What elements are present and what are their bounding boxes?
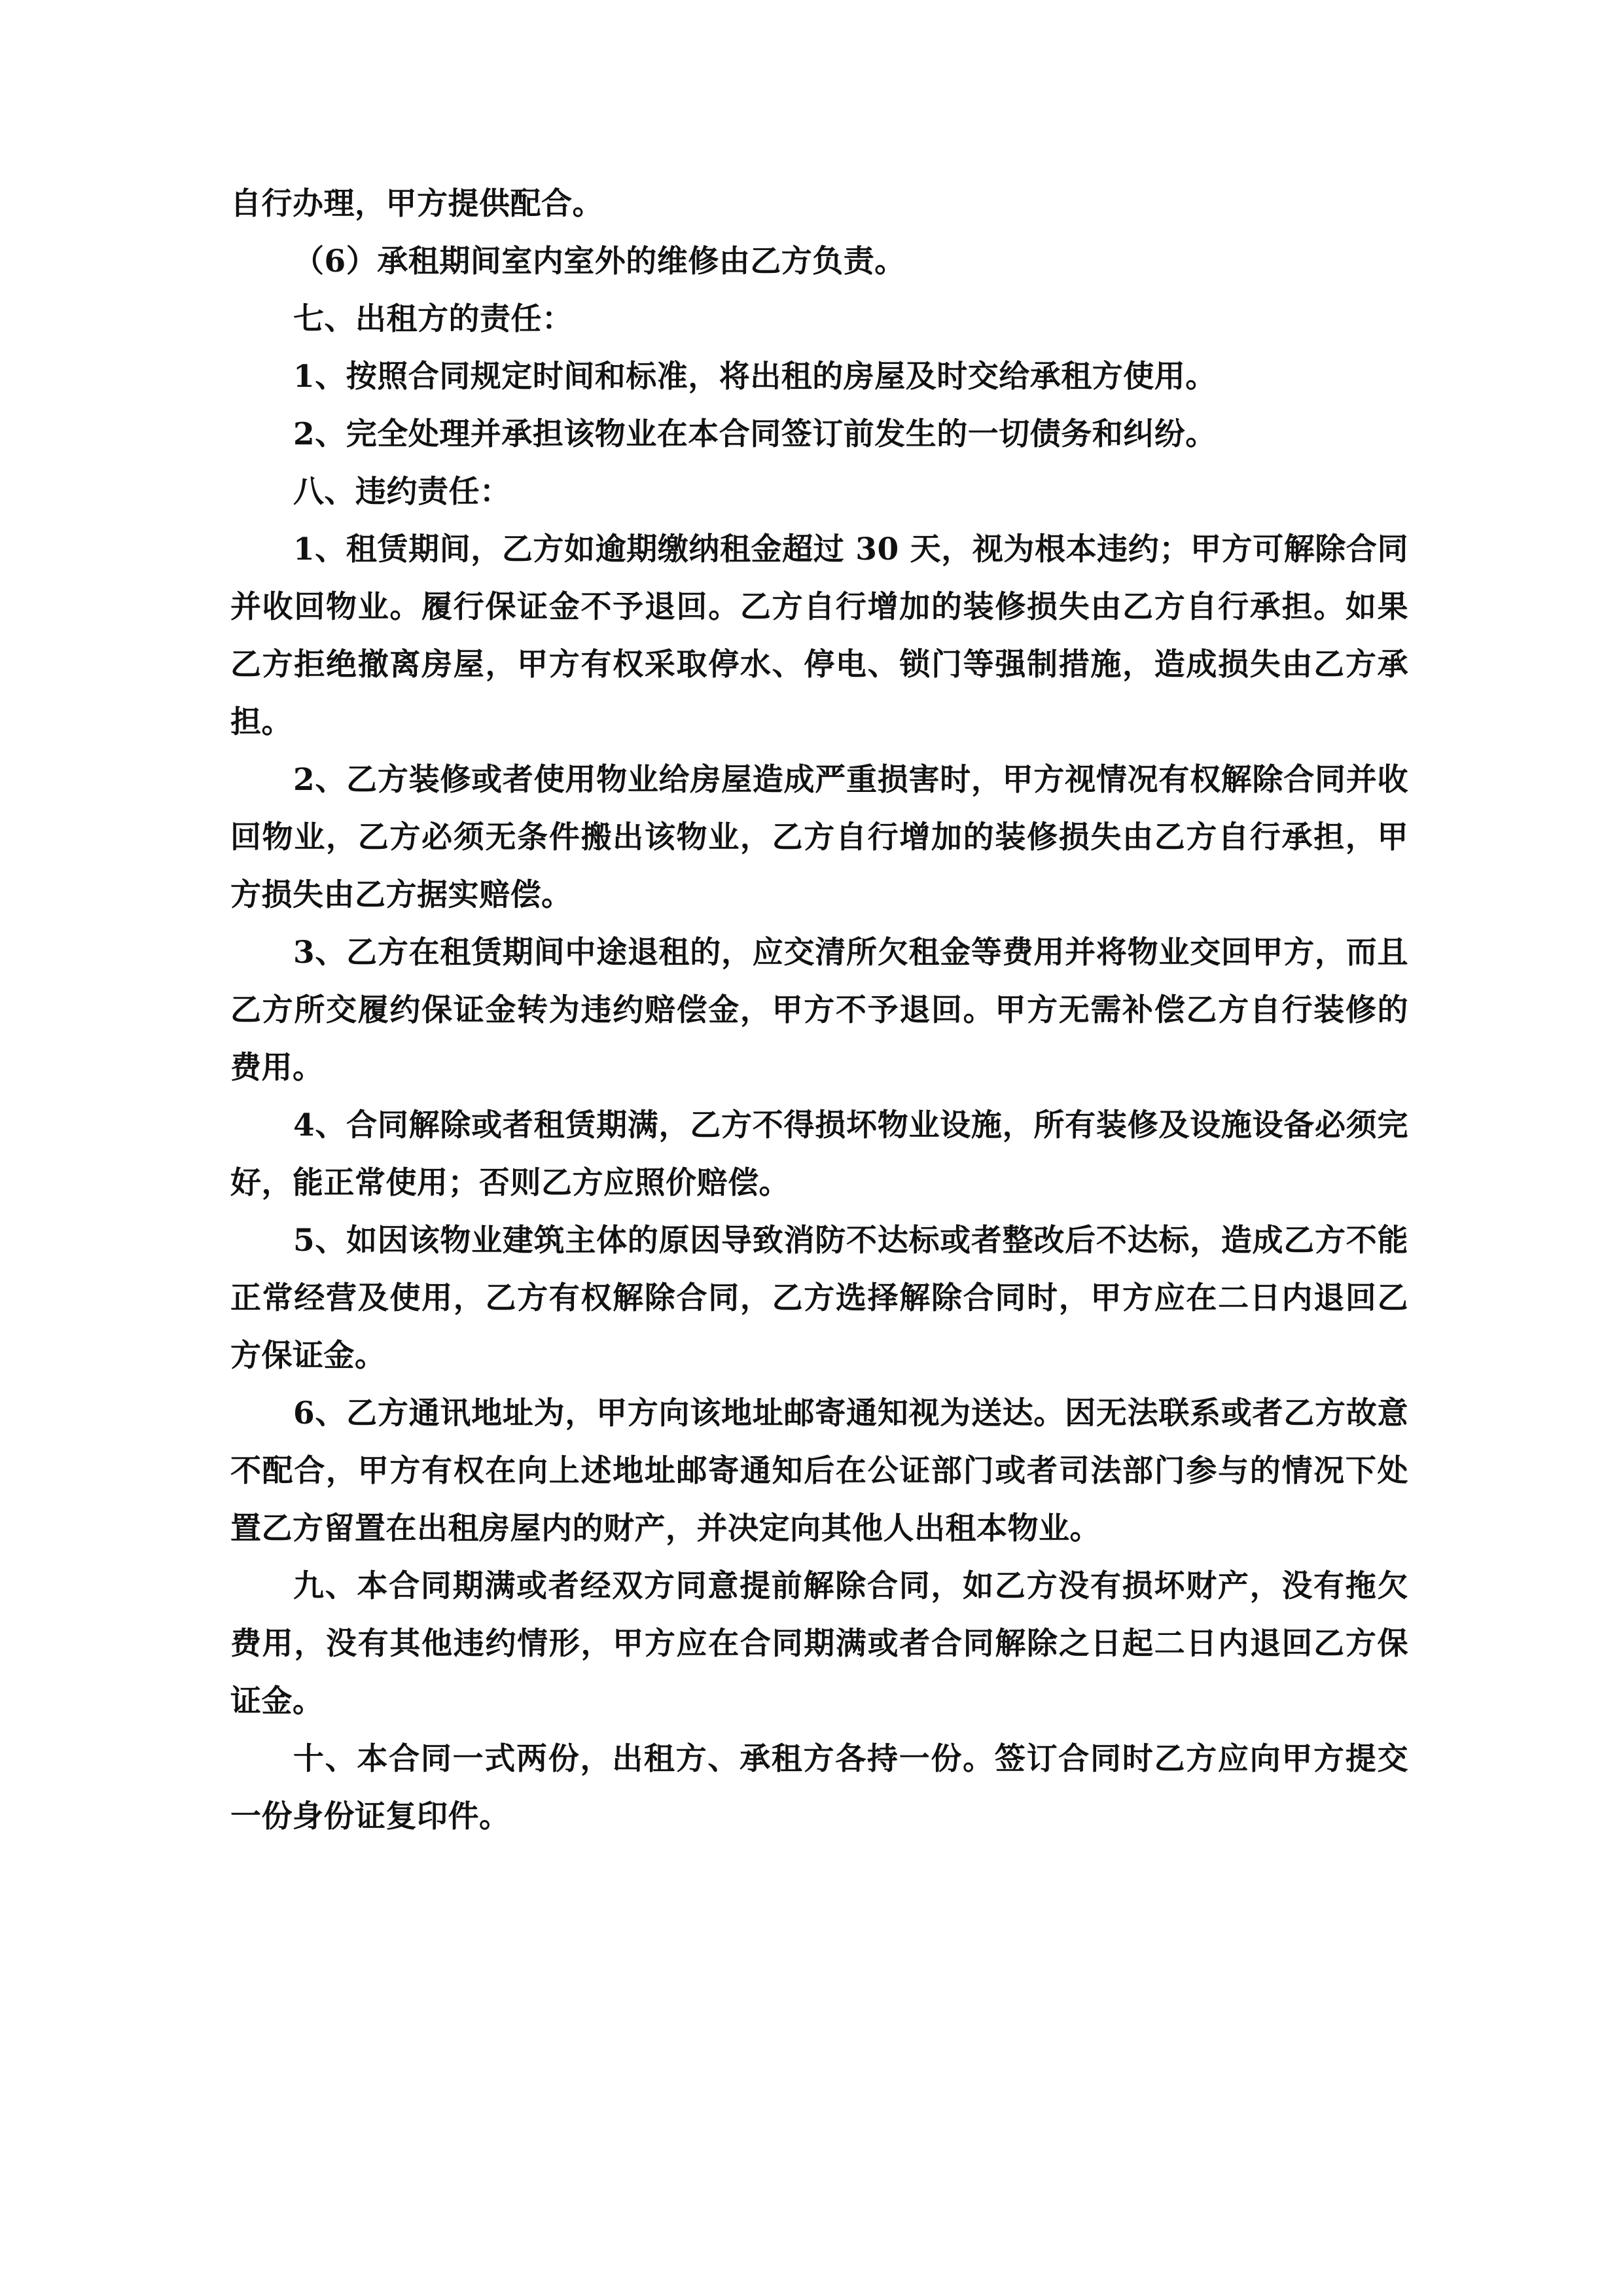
document-paragraph: 十、本合同一式两份，出租方、承租方各持一份。签订合同时乙方应向甲方提交一份身份证复印件。 (230, 1741, 1408, 1835)
document-paragraph: 1、租赁期间，乙方如逾期缴纳租金超过 30 天，视为根本违约；甲方可解除合同并收回物业。履行保证金不予退回。乙方自行增加的装修损失由乙方自行承担。如果乙方拒绝撤离房屋，甲方有权采取停水、停电、锁门等强制措施，造成损失由乙方承担。 (230, 531, 1408, 740)
document-paragraph: 5、如因该物业建筑主体的原因导致消防不达标或者整改后不达标，造成乙方不能正常经营及使用，乙方有权解除合同，乙方选择解除合同时，甲方应在二日内退回乙方保证金。 (230, 1223, 1408, 1374)
document-paragraph: 自行办理，甲方提供配合。 (230, 186, 603, 222)
document-paragraph: 6、乙方通讯地址为，甲方向该地址邮寄通知视为送达。因无法联系或者乙方故意不配合，甲方有权在向上述地址邮寄通知后在公证部门或者司法部门参与的情况下处置乙方留置在出租房屋内的财产，并决定向其他人出租本物业。 (230, 1395, 1408, 1547)
document-paragraph: 八、违约责任： (293, 474, 511, 510)
document-paragraph: 2、乙方装修或者使用物业给房屋造成严重损害时，甲方视情况有权解除合同并收回物业，乙方必须无条件搬出该物业，乙方自行增加的装修损失由乙方自行承担，甲方损失由乙方据实赔偿。 (230, 762, 1408, 913)
document-body (230, 175, 1408, 1846)
document-paragraph: 九、本合同期满或者经双方同意提前解除合同，如乙方没有损坏财产，没有拖欠费用，没有其他违约情形，甲方应在合同期满或者合同解除之日起二日内退回乙方保证金。 (230, 1568, 1408, 1719)
document-paragraph: 1、按照合同规定时间和标准，将出租的房屋及时交给承租方使用。 (293, 359, 1217, 395)
document-paragraph: 2、完全处理并承担该物业在本合同签订前发生的一切债务和纠纷。 (293, 416, 1217, 452)
document-paragraph: 4、合同解除或者租赁期满，乙方不得损坏物业设施，所有装修及设施设备必须完好，能正常使用；否则乙方应照价赔偿。 (230, 1107, 1408, 1201)
document-paragraph: 七、出租方的责任： (293, 301, 573, 337)
document-paragraph: 3、乙方在租赁期间中途退租的，应交清所欠租金等费用并将物业交回甲方，而且乙方所交履约保证金转为违约赔偿金，甲方不予退回。甲方无需补偿乙方自行装修的费用。 (230, 935, 1408, 1086)
document-paragraph: （6）承租期间室内室外的维修由乙方负责。 (293, 243, 906, 279)
